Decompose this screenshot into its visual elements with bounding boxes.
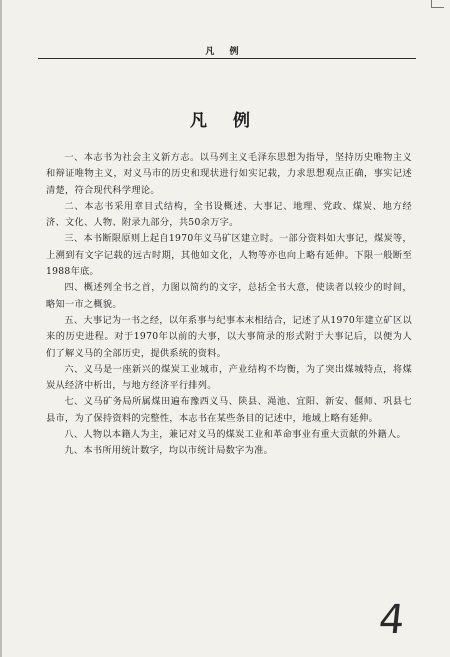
paragraph-8: 八、人物以本籍人为主，兼记对义马的煤炭工业和革命事业有重大贡献的外籍人。: [64, 429, 406, 441]
running-header: 凡 例: [205, 47, 245, 57]
paragraph-2: 二、本志书采用章目式结构，全书设概述、大事记、地理、党政、煤炭、地方经济、文化、人物、附录九部分，共50余万字。: [46, 200, 412, 229]
paragraph-3: 三、本书断限原则上起自1970年义马矿区建立时。一部分资料如大事记，煤炭等，上溯到有文字记载的远古时期，其他如文化，人物等亦也向上略有延伸。下限一般断至1988年底。: [46, 233, 412, 278]
paragraph-4: 四、概述列全书之首，力图以简约的文字，总括全书大意，使读者以较少的时间，略知一市之概貌。: [46, 282, 412, 310]
scan-corner-mark: [431, 0, 444, 8]
paragraph-7: 七、义马矿务局所属煤田遍布豫西义马、陕县、渑池、宜阳、新安、偃师、巩县七县市，为了保持资料的完整性，本志书在某些条目的记述中，地域上略有延伸。: [46, 396, 412, 424]
paragraph-5: 五、大事记为一书之经，以年系事与纪事本末相结合，记述了从1970年建立矿区以来的历史进程。对于1970年以前的大事，以大事简录的形式附于大事记后，以便为人们了解义马的全部历史，提供系统的资料。: [46, 314, 412, 359]
scan-edge-shadow: [0, 0, 2, 657]
body-text: [46, 150, 412, 460]
handwritten-page-number: 4: [376, 597, 407, 643]
header-rule: [38, 58, 416, 59]
paragraph-1: 一、本志书为社会主义新方志。以马列主义毛泽东思想为指导，坚持历史唯物主义和辩证唯物主义，对义马市的历史和现状进行如实记载，力求思想观点正确，事实记述清楚，符合现代科学理论。: [46, 152, 412, 196]
paragraph-6: 六、义马是一座新兴的煤炭工业城市，产业结构不均衡，为了突出煤城特点，将煤炭从经济中析出，与地方经济平行排列。: [46, 363, 412, 392]
page-title: 凡 例: [190, 111, 260, 131]
paragraph-9: 九、本书所用统计数字，均以市统计局数字为准。: [64, 445, 274, 457]
